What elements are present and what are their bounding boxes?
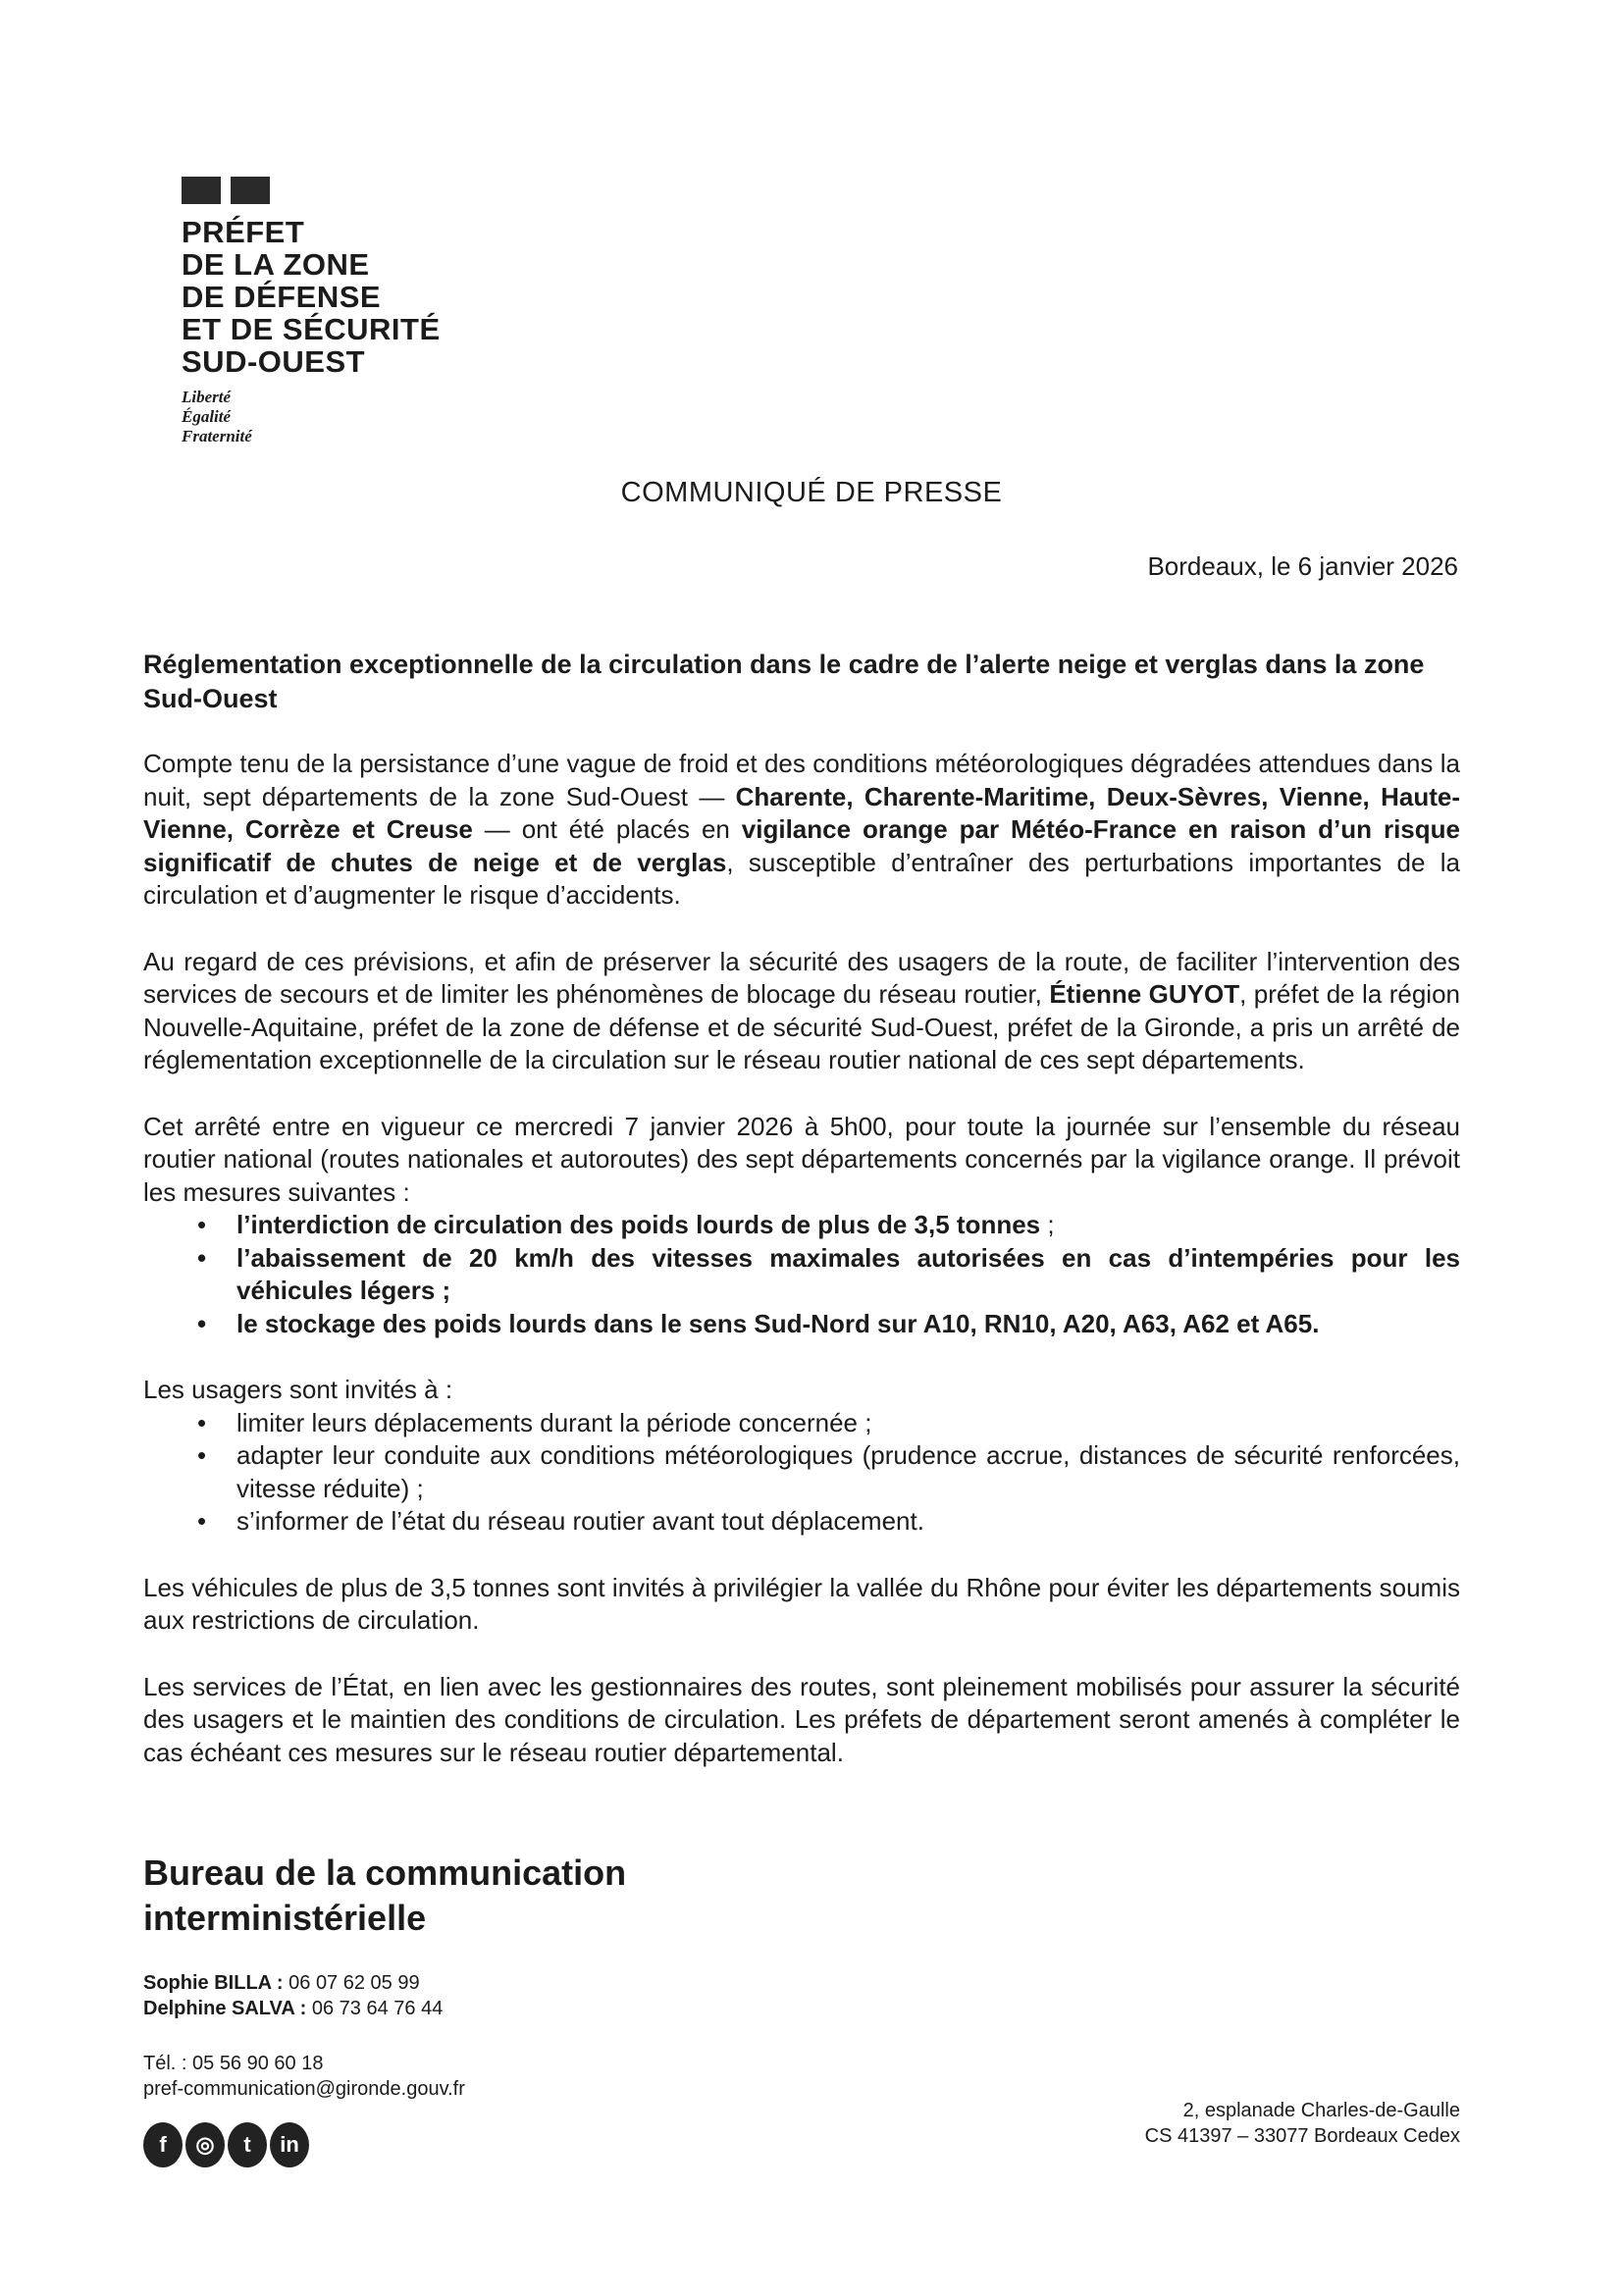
contact-name: Sophie BILLA : — [143, 1972, 284, 1994]
twitter-icon[interactable]: t — [228, 2122, 267, 2167]
instagram-icon[interactable]: ◎ — [185, 2122, 225, 2167]
text: , préfet de la région Nouvelle-Aquitaine, préfet de la zone de défense et de sécurité Sud-Ouest, préfet de la Gironde, a pris un arrêté de réglementation exceptionnelle de la circulation sur le réseau routier national de ces sept départements. — [143, 979, 1460, 1074]
logo-title — [182, 216, 441, 378]
text: l’interdiction de circulation des poids lourds de plus de 3,5 tonnes — [236, 1210, 1041, 1239]
logo-line: ET DE SÉCURITÉ — [182, 312, 441, 346]
paragraph-3: Cet arrêté entre en vigueur ce mercredi 7 janvier 2026 à 5h00, pour toute la journée sur l’ensemble du réseau routier national (routes nationales et autoroutes) des sept départements concernés par la vigilance orange. Il prévoit les mesures suivantes : — [143, 1111, 1460, 1207]
list-item — [236, 1209, 1460, 1242]
list-item: • limiter leurs déplacements durant la période concernée ; — [236, 1407, 1460, 1440]
contact-info — [143, 2051, 465, 2102]
advice-list — [143, 1407, 1460, 1539]
list-item: • adapter leur conduite aux conditions météorologiques (prudence accrue, distances de sécurité renforcées, vitesse réduite) ; — [236, 1439, 1460, 1505]
logo-line: PRÉFET — [182, 215, 305, 249]
facebook-icon[interactable]: f — [143, 2122, 183, 2167]
bureau-line: Bureau de la communication — [143, 1852, 627, 1893]
paragraph-1 — [143, 748, 1460, 913]
logo-line: SUD-OUEST — [182, 344, 366, 379]
contact-phone: 06 07 62 05 99 — [283, 1972, 420, 1994]
email-link[interactable]: pref-communication@gironde.gouv.fr — [143, 2078, 465, 2100]
departments: Charente, Charente-Maritime, Deux-Sèvres, Vienne, Haute-Vienne, Corrèze et Creuse — [143, 781, 1460, 844]
devise — [182, 388, 441, 446]
document-type: COMMUNIQUÉ DE PRESSE — [620, 477, 1003, 508]
devise-line: Fraternité — [182, 427, 252, 445]
devise-line: Égalité — [182, 407, 232, 426]
prefet-name: Étienne GUYOT — [1049, 979, 1240, 1009]
address-line: 2, esplanade Charles-de-Gaulle — [1182, 2100, 1460, 2121]
list-item: • s’informer de l’état du réseau routier avant tout déplacement. — [236, 1505, 1460, 1539]
list-item: • le stockage des poids lourds dans le sens Sud-Nord sur A10, RN10, A20, A63, A62 et A65. — [236, 1308, 1460, 1341]
paragraph-6: Les services de l’État, en lien avec les gestionnaires des routes, sont pleinement mobilisés pour assurer la sécurité des usagers et le maintien des conditions de circulation. Les préfets de département seront amenés à compléter le cas échéant ces mesures sur le réseau routier départemental. — [143, 1671, 1460, 1767]
telephone: Tél. : 05 56 90 60 18 — [143, 2053, 324, 2074]
press-contacts — [143, 1970, 443, 2021]
prefet-logo — [182, 177, 441, 446]
vigilance: vigilance orange par Météo-France en raison d’un risque significatif de chutes de neige et de verglas — [143, 814, 1460, 877]
bureau-heading — [143, 1851, 626, 1941]
logo-line: DE DÉFENSE — [182, 280, 382, 314]
paragraph-2 — [143, 946, 1460, 1077]
text: Au regard de ces prévisions, et afin de préserver la sécurité des usagers de la route, de faciliter l’intervention des services de secours et de limiter les phénomènes de blocage du réseau routier, — [143, 946, 1460, 1009]
paragraph-5: Les véhicules de plus de 3,5 tonnes sont invités à privilégier la vallée du Rhône pour éviter les départements soumis aux restrictions de circulation. — [143, 1572, 1460, 1635]
press-release-body — [143, 648, 1460, 1802]
text: Compte tenu de la persistance d’une vague de froid et des conditions météorologiques dégradées attendues dans la nuit, sept départements de la zone Sud-Ouest — — [143, 749, 1460, 811]
contact — [143, 1996, 443, 2021]
devise-line: Liberté — [182, 388, 232, 406]
address-line: CS 41397 – 33077 Bordeaux Cedex — [1144, 2125, 1460, 2147]
paragraph-4: Les usagers sont invités à : — [143, 1375, 453, 1404]
list-item: • l’abaissement de 20 km/h des vitesses maximales autorisées en cas d’intempéries pour les véhicules légers ; — [236, 1242, 1460, 1308]
text: , susceptible d’entraîner des perturbations importantes de la circulation et d’augmenter le risque d’accidents. — [143, 847, 1460, 910]
contact-name: Delphine SALVA : — [143, 1998, 307, 2019]
text: ; — [1040, 1210, 1055, 1239]
press-release-title: Réglementation exceptionnelle de la circulation dans le cadre de l’alerte neige et verglas dans la zone Sud-Ouest — [143, 650, 1425, 713]
address — [1145, 2098, 1460, 2149]
social-icons — [143, 2122, 309, 2167]
logo-line: DE LA ZONE — [182, 247, 370, 282]
marianne-icon — [182, 177, 273, 204]
document-date: Bordeaux, le 6 janvier 2026 — [1147, 551, 1458, 581]
linkedin-icon[interactable]: in — [270, 2122, 309, 2167]
measures-list — [143, 1209, 1460, 1340]
contact-phone: 06 73 64 76 44 — [306, 1998, 444, 2019]
bureau-line: interministérielle — [143, 1898, 427, 1938]
text: — ont été placés en — [472, 814, 742, 844]
contact — [143, 1970, 443, 1996]
